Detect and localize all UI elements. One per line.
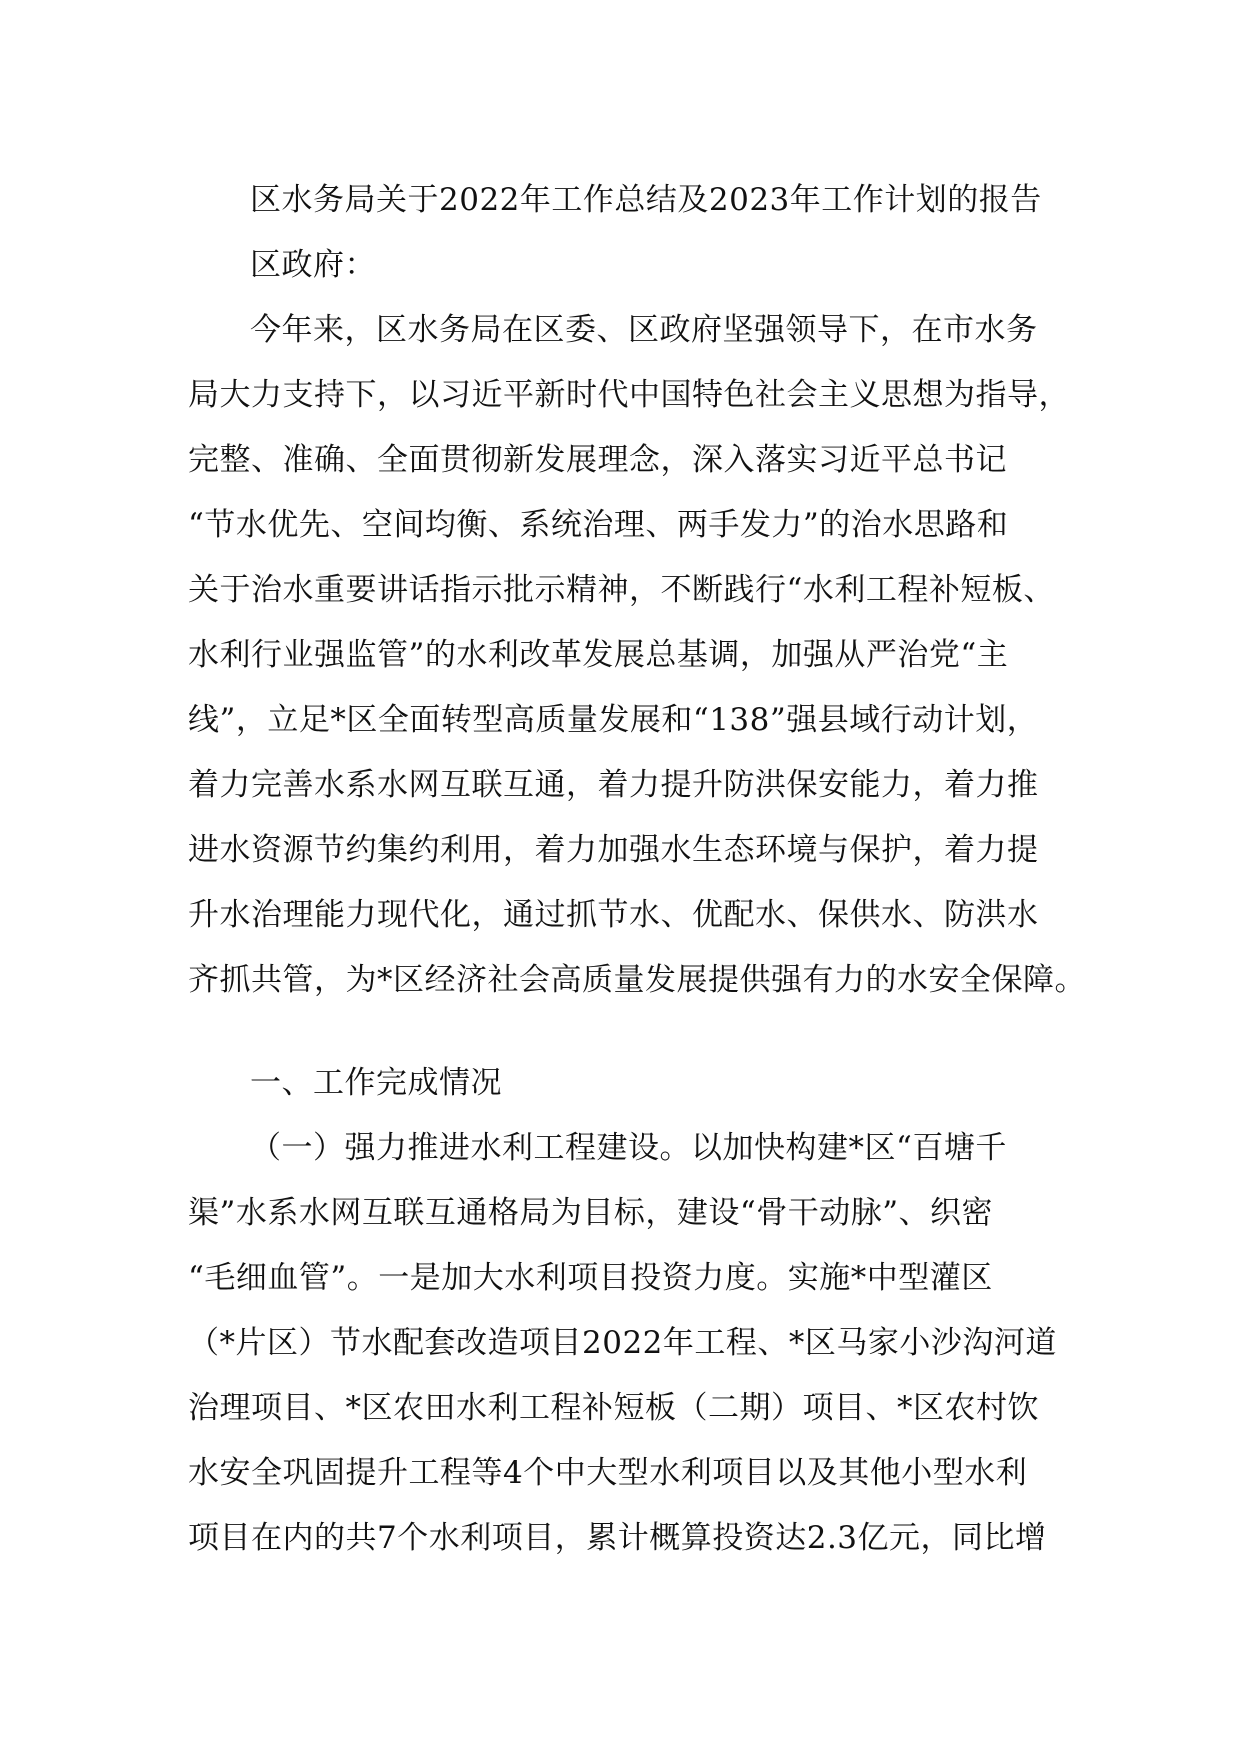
paragraph-line: 局大力支持下，以习近平新时代中国特色社会主义思想为指导， — [188, 377, 1070, 413]
paragraph-line: 项目在内的共7个水利项目，累计概算投资达2.3亿元，同比增 — [188, 1520, 1047, 1556]
paragraph-line: 治理项目、*区农田水利工程补短板（二期）项目、*区农村饮 — [188, 1390, 1039, 1426]
paragraph-line: 渠”水系水网互联互通格局为目标，建设“骨干动脉”、织密 — [188, 1195, 994, 1231]
paragraph-line: （一）强力推进水利工程建设。以加快构建*区“百塘千 — [250, 1130, 1007, 1166]
paragraph-line: 关于治水重要讲话指示批示精神，不断践行“水利工程补短板、 — [188, 572, 1055, 608]
paragraph-line: 升水治理能力现代化，通过抓节水、优配水、保供水、防洪水 — [188, 897, 1039, 933]
paragraph-line: 水安全巩固提升工程等4个中大型水利项目以及其他小型水利 — [188, 1455, 1028, 1491]
section-heading: 一、工作完成情况 — [250, 1065, 502, 1101]
document-title: 区水务局关于2022年工作总结及2023年工作计划的报告 — [250, 182, 1042, 218]
paragraph-line: “节水优先、空间均衡、系统治理、两手发力”的治水思路和 — [188, 507, 1009, 543]
intro-paragraph — [188, 298, 1086, 1013]
paragraph-line: 进水资源节约集约利用，着力加强水生态环境与保护，着力提 — [188, 832, 1039, 868]
paragraph-line: 水利行业强监管”的水利改革发展总基调，加强从严治党“主 — [188, 637, 1009, 673]
paragraph-line: 线”，立足*区全面转型高质量发展和“138”强县域行动计划， — [188, 702, 1039, 738]
paragraph-line: （*片区）节水配套改造项目2022年工程、*区马家小沙沟河道 — [188, 1325, 1057, 1361]
document-body — [188, 168, 1086, 1571]
paragraph-spacer — [188, 1013, 1068, 1051]
paragraph-line: 齐抓共管，为*区经济社会高质量发展提供强有力的水安全保障。 — [188, 962, 1086, 998]
paragraph-line: 着力完善水系水网互联互通，着力提升防洪保安能力，着力推 — [188, 767, 1039, 803]
paragraph-line: 今年来，区水务局在区委、区政府坚强领导下，在市水务 — [250, 312, 1038, 348]
salutation: 区政府： — [250, 247, 376, 283]
section1-paragraph — [188, 1116, 1068, 1571]
paragraph-line: 完整、准确、全面贯彻新发展理念，深入落实习近平总书记 — [188, 442, 1007, 478]
paragraph-line: “毛细血管”。一是加大水利项目投资力度。实施*中型灌区 — [188, 1260, 993, 1296]
